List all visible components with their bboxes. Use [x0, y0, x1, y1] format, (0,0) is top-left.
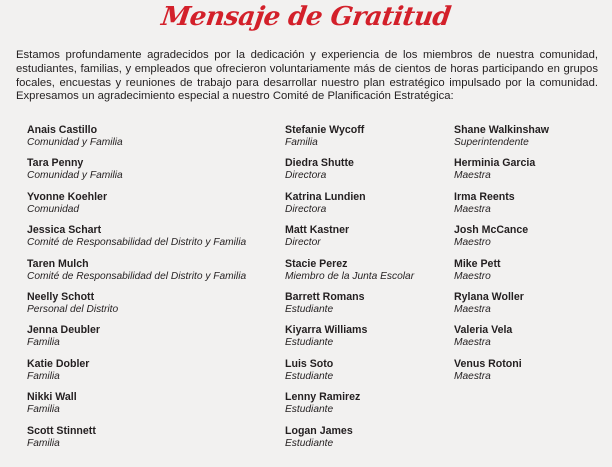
member-role: Directora — [285, 170, 327, 182]
member-name: Katie Dobler — [27, 357, 90, 370]
member-name: Irma Reents — [454, 190, 515, 203]
committee-member — [285, 291, 450, 324]
member-role: Estudiante — [285, 370, 334, 382]
member-role: Maestra — [454, 203, 491, 215]
member-role: Comunidad y Familia — [27, 137, 123, 148]
member-name: Rylana Woller — [454, 290, 524, 303]
committee-member — [285, 425, 450, 458]
member-role: Comunidad — [27, 203, 80, 215]
committee-column-1 — [27, 124, 277, 458]
member-role: Familia — [27, 437, 60, 449]
committee-member — [27, 324, 277, 357]
committee-member — [285, 157, 450, 190]
committee-member — [27, 124, 277, 157]
committee-member — [27, 224, 277, 257]
member-role: Estudiante — [285, 337, 334, 349]
member-name: Diedra Shutte — [285, 157, 354, 170]
member-name: Venus Rotoni — [454, 357, 522, 370]
member-role: Familia — [27, 404, 60, 416]
member-role: Estudiante — [285, 404, 334, 416]
member-name: Jessica Schart — [27, 224, 102, 237]
member-role: Maestro — [454, 237, 491, 249]
committee-member — [27, 425, 277, 458]
member-role: Comité de Responsabilidad del Distrito y Familia — [27, 237, 247, 249]
member-role: Superintendente — [454, 137, 529, 148]
committee-member — [454, 291, 604, 324]
page-title: Mensaje de Gratitud — [159, 2, 453, 32]
member-role: Maestra — [454, 303, 491, 315]
member-name: Valeria Vela — [454, 324, 513, 337]
member-name: Stacie Perez — [285, 257, 348, 270]
committee-member — [454, 258, 604, 291]
member-name: Anais Castillo — [27, 124, 98, 136]
committee-member — [27, 391, 277, 424]
member-role: Director — [285, 237, 321, 249]
member-name: Taren Mulch — [27, 257, 89, 270]
committee-column-2 — [285, 124, 450, 458]
member-name: Lenny Ramirez — [285, 391, 361, 404]
member-name: Matt Kastner — [285, 224, 350, 237]
committee-member — [285, 191, 450, 224]
committee-member — [27, 191, 277, 224]
committee-member — [454, 157, 604, 190]
member-name: Logan James — [285, 424, 353, 437]
member-name: Herminia Garcia — [454, 157, 536, 170]
committee-column-3 — [454, 124, 604, 391]
member-name: Tara Penny — [27, 157, 84, 170]
member-role: Maestra — [454, 370, 491, 382]
member-role: Directora — [285, 203, 327, 215]
member-name: Nikki Wall — [27, 391, 77, 404]
member-name: Mike Pett — [454, 257, 501, 270]
member-name: Yvonne Koehler — [27, 190, 108, 203]
committee-member — [27, 291, 277, 324]
committee-member — [27, 157, 277, 190]
committee-member — [454, 124, 604, 157]
committee-member — [454, 324, 604, 357]
committee-member — [285, 358, 450, 391]
member-name: Josh McCance — [454, 224, 529, 237]
member-name: Shane Walkinshaw — [454, 124, 549, 136]
member-role: Miembro de la Junta Escolar — [285, 270, 415, 282]
member-name: Scott Stinnett — [27, 424, 96, 437]
member-role: Familia — [27, 370, 60, 382]
committee-member — [454, 358, 604, 391]
committee-member — [27, 358, 277, 391]
committee-member — [285, 224, 450, 257]
member-role: Estudiante — [285, 437, 334, 449]
member-role: Familia — [285, 137, 318, 148]
committee-member — [454, 191, 604, 224]
member-role: Maestra — [454, 170, 491, 182]
member-name: Stefanie Wycoff — [285, 124, 365, 136]
committee-member — [285, 124, 450, 157]
committee-member — [454, 224, 604, 257]
member-name: Luis Soto — [285, 357, 334, 370]
member-name: Barrett Romans — [285, 290, 365, 303]
committee-member — [27, 258, 277, 291]
committee-member — [285, 258, 450, 291]
committee-member — [285, 391, 450, 424]
committee-member — [285, 324, 450, 357]
member-role: Familia — [27, 337, 60, 349]
intro-paragraph: Estamos profundamente agradecidos por la dedicación y experiencia de los miembros de nuestra comunidad, estudiantes, familias, y empleados que ofrecieron voluntariamente más de cientos de horas participando en grupos focales, encuestas y reuniones de trabajo para desarrollar nuestro plan estratégico impulsado por la comunidad. Expresamos un agradecimiento especial a nuestro Comité de Planificación Estratégica: — [16, 49, 598, 103]
member-name: Jenna Deubler — [27, 324, 101, 337]
member-role: Comunidad y Familia — [27, 170, 123, 182]
member-role: Maestro — [454, 270, 491, 282]
member-role: Estudiante — [285, 303, 334, 315]
member-name: Kiyarra Williams — [285, 324, 368, 337]
member-role: Comité de Responsabilidad del Distrito y Familia — [27, 270, 247, 282]
member-name: Neelly Schott — [27, 290, 95, 303]
member-role: Personal del Distrito — [27, 303, 119, 315]
member-name: Katrina Lundien — [285, 190, 366, 203]
member-role: Maestra — [454, 337, 491, 349]
